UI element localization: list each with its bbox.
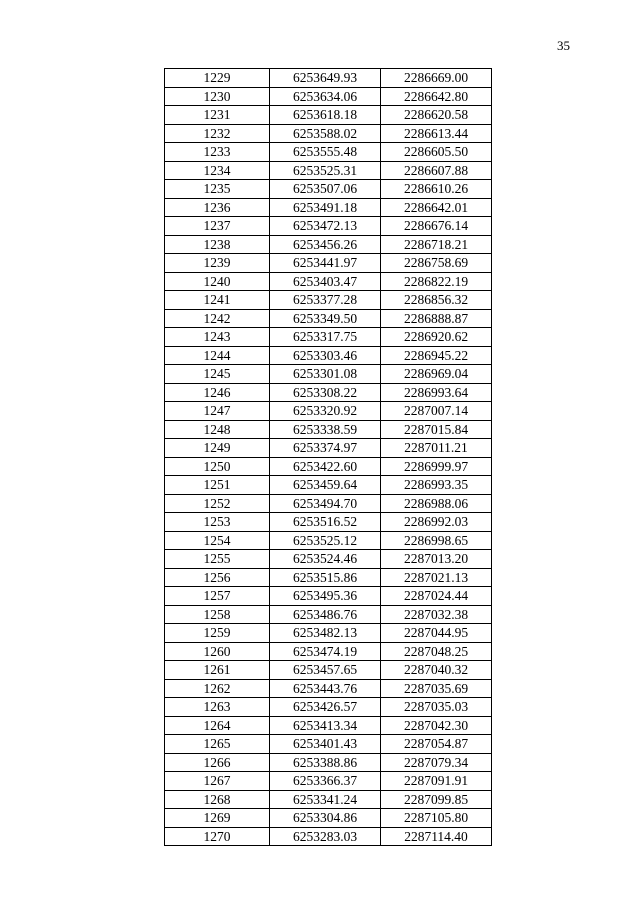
y-coordinate-cell: 2287032.38 [381,605,492,624]
table-row [165,476,492,495]
x-coordinate-cell: 6253494.70 [270,494,381,513]
y-coordinate-cell: 2286758.69 [381,254,492,273]
x-coordinate-cell: 6253482.13 [270,624,381,643]
x-coordinate-cell: 6253317.75 [270,328,381,347]
y-coordinate-cell: 2286999.97 [381,457,492,476]
table-row [165,772,492,791]
y-coordinate-cell: 2287091.91 [381,772,492,791]
point-number-cell: 1268 [165,790,270,809]
x-coordinate-cell: 6253304.86 [270,809,381,828]
table-row [165,513,492,532]
point-number-cell: 1257 [165,587,270,606]
x-coordinate-cell: 6253457.65 [270,661,381,680]
y-coordinate-cell: 2287048.25 [381,642,492,661]
point-number-cell: 1258 [165,605,270,624]
table-row [165,291,492,310]
x-coordinate-cell: 6253426.57 [270,698,381,717]
x-coordinate-cell: 6253403.47 [270,272,381,291]
x-coordinate-cell: 6253649.93 [270,69,381,88]
point-number-cell: 1244 [165,346,270,365]
point-number-cell: 1230 [165,87,270,106]
point-number-cell: 1232 [165,124,270,143]
x-coordinate-cell: 6253459.64 [270,476,381,495]
y-coordinate-cell: 2286993.35 [381,476,492,495]
y-coordinate-cell: 2286969.04 [381,365,492,384]
x-coordinate-cell: 6253338.59 [270,420,381,439]
y-coordinate-cell: 2286998.65 [381,531,492,550]
y-coordinate-cell: 2286856.32 [381,291,492,310]
y-coordinate-cell: 2287021.13 [381,568,492,587]
x-coordinate-cell: 6253486.76 [270,605,381,624]
y-coordinate-cell: 2287099.85 [381,790,492,809]
point-number-cell: 1270 [165,827,270,846]
y-coordinate-cell: 2287035.69 [381,679,492,698]
x-coordinate-cell: 6253634.06 [270,87,381,106]
y-coordinate-cell: 2287044.95 [381,624,492,643]
table-row [165,69,492,88]
y-coordinate-cell: 2286718.21 [381,235,492,254]
table-row [165,624,492,643]
table-row [165,328,492,347]
point-number-cell: 1237 [165,217,270,236]
table-row [165,402,492,421]
point-number-cell: 1240 [165,272,270,291]
point-number-cell: 1253 [165,513,270,532]
y-coordinate-cell: 2286613.44 [381,124,492,143]
table-row [165,827,492,846]
x-coordinate-cell: 6253283.03 [270,827,381,846]
point-number-cell: 1245 [165,365,270,384]
y-coordinate-cell: 2287042.30 [381,716,492,735]
table-row [165,642,492,661]
table-row [165,124,492,143]
x-coordinate-cell: 6253308.22 [270,383,381,402]
x-coordinate-cell: 6253349.50 [270,309,381,328]
point-number-cell: 1259 [165,624,270,643]
table-row [165,809,492,828]
table-row [165,716,492,735]
table-row [165,106,492,125]
x-coordinate-cell: 6253388.86 [270,753,381,772]
point-number-cell: 1254 [165,531,270,550]
point-number-cell: 1255 [165,550,270,569]
point-number-cell: 1242 [165,309,270,328]
page-number: 35 [557,38,570,53]
x-coordinate-cell: 6253472.13 [270,217,381,236]
table-row [165,753,492,772]
y-coordinate-cell: 2287114.40 [381,827,492,846]
y-coordinate-cell: 2287011.21 [381,439,492,458]
table-row [165,309,492,328]
x-coordinate-cell: 6253524.46 [270,550,381,569]
x-coordinate-cell: 6253456.26 [270,235,381,254]
y-coordinate-cell: 2287013.20 [381,550,492,569]
x-coordinate-cell: 6253320.92 [270,402,381,421]
point-number-cell: 1265 [165,735,270,754]
y-coordinate-cell: 2287079.34 [381,753,492,772]
x-coordinate-cell: 6253301.08 [270,365,381,384]
table-row [165,661,492,680]
y-coordinate-cell: 2286822.19 [381,272,492,291]
table-row [165,87,492,106]
point-number-cell: 1267 [165,772,270,791]
point-number-cell: 1246 [165,383,270,402]
table-row [165,679,492,698]
point-number-cell: 1250 [165,457,270,476]
point-number-cell: 1247 [165,402,270,421]
table-row [165,217,492,236]
y-coordinate-cell: 2286676.14 [381,217,492,236]
x-coordinate-cell: 6253507.06 [270,180,381,199]
table-row [165,272,492,291]
point-number-cell: 1229 [165,69,270,88]
y-coordinate-cell: 2286992.03 [381,513,492,532]
point-number-cell: 1263 [165,698,270,717]
y-coordinate-cell: 2286888.87 [381,309,492,328]
x-coordinate-cell: 6253495.36 [270,587,381,606]
y-coordinate-cell: 2286988.06 [381,494,492,513]
x-coordinate-cell: 6253443.76 [270,679,381,698]
x-coordinate-cell: 6253413.34 [270,716,381,735]
point-number-cell: 1233 [165,143,270,162]
point-number-cell: 1235 [165,180,270,199]
x-coordinate-cell: 6253422.60 [270,457,381,476]
x-coordinate-cell: 6253366.37 [270,772,381,791]
table-row [165,346,492,365]
point-number-cell: 1234 [165,161,270,180]
y-coordinate-cell: 2286642.01 [381,198,492,217]
x-coordinate-cell: 6253441.97 [270,254,381,273]
y-coordinate-cell: 2286945.22 [381,346,492,365]
table-row [165,457,492,476]
point-number-cell: 1251 [165,476,270,495]
point-number-cell: 1256 [165,568,270,587]
y-coordinate-cell: 2287024.44 [381,587,492,606]
x-coordinate-cell: 6253525.12 [270,531,381,550]
y-coordinate-cell: 2286605.50 [381,143,492,162]
y-coordinate-cell: 2286610.26 [381,180,492,199]
x-coordinate-cell: 6253374.97 [270,439,381,458]
x-coordinate-cell: 6253515.86 [270,568,381,587]
table-row [165,254,492,273]
table-row [165,365,492,384]
point-number-cell: 1264 [165,716,270,735]
coordinates-table [164,68,492,846]
x-coordinate-cell: 6253618.18 [270,106,381,125]
point-number-cell: 1238 [165,235,270,254]
x-coordinate-cell: 6253303.46 [270,346,381,365]
table-row [165,605,492,624]
table-row [165,550,492,569]
y-coordinate-cell: 2287015.84 [381,420,492,439]
point-number-cell: 1261 [165,661,270,680]
table-row [165,494,492,513]
table-row [165,531,492,550]
x-coordinate-cell: 6253377.28 [270,291,381,310]
table-row [165,735,492,754]
table-row [165,235,492,254]
x-coordinate-cell: 6253516.52 [270,513,381,532]
y-coordinate-cell: 2286607.88 [381,161,492,180]
table-row [165,198,492,217]
y-coordinate-cell: 2287054.87 [381,735,492,754]
x-coordinate-cell: 6253341.24 [270,790,381,809]
x-coordinate-cell: 6253588.02 [270,124,381,143]
point-number-cell: 1231 [165,106,270,125]
x-coordinate-cell: 6253474.19 [270,642,381,661]
table-row [165,383,492,402]
x-coordinate-cell: 6253491.18 [270,198,381,217]
point-number-cell: 1243 [165,328,270,347]
table-row [165,698,492,717]
x-coordinate-cell: 6253525.31 [270,161,381,180]
point-number-cell: 1248 [165,420,270,439]
y-coordinate-cell: 2287040.32 [381,661,492,680]
x-coordinate-cell: 6253401.43 [270,735,381,754]
y-coordinate-cell: 2286642.80 [381,87,492,106]
table-row [165,143,492,162]
point-number-cell: 1241 [165,291,270,310]
table-row [165,420,492,439]
table-row [165,439,492,458]
point-number-cell: 1239 [165,254,270,273]
table-row [165,180,492,199]
y-coordinate-cell: 2287007.14 [381,402,492,421]
point-number-cell: 1236 [165,198,270,217]
table-row [165,161,492,180]
point-number-cell: 1266 [165,753,270,772]
table-row [165,790,492,809]
table-row [165,568,492,587]
table-row [165,587,492,606]
y-coordinate-cell: 2286993.64 [381,383,492,402]
coordinates-table-body [165,69,492,846]
point-number-cell: 1249 [165,439,270,458]
y-coordinate-cell: 2286669.00 [381,69,492,88]
point-number-cell: 1262 [165,679,270,698]
point-number-cell: 1269 [165,809,270,828]
y-coordinate-cell: 2287105.80 [381,809,492,828]
point-number-cell: 1252 [165,494,270,513]
y-coordinate-cell: 2286620.58 [381,106,492,125]
y-coordinate-cell: 2286920.62 [381,328,492,347]
y-coordinate-cell: 2287035.03 [381,698,492,717]
point-number-cell: 1260 [165,642,270,661]
x-coordinate-cell: 6253555.48 [270,143,381,162]
